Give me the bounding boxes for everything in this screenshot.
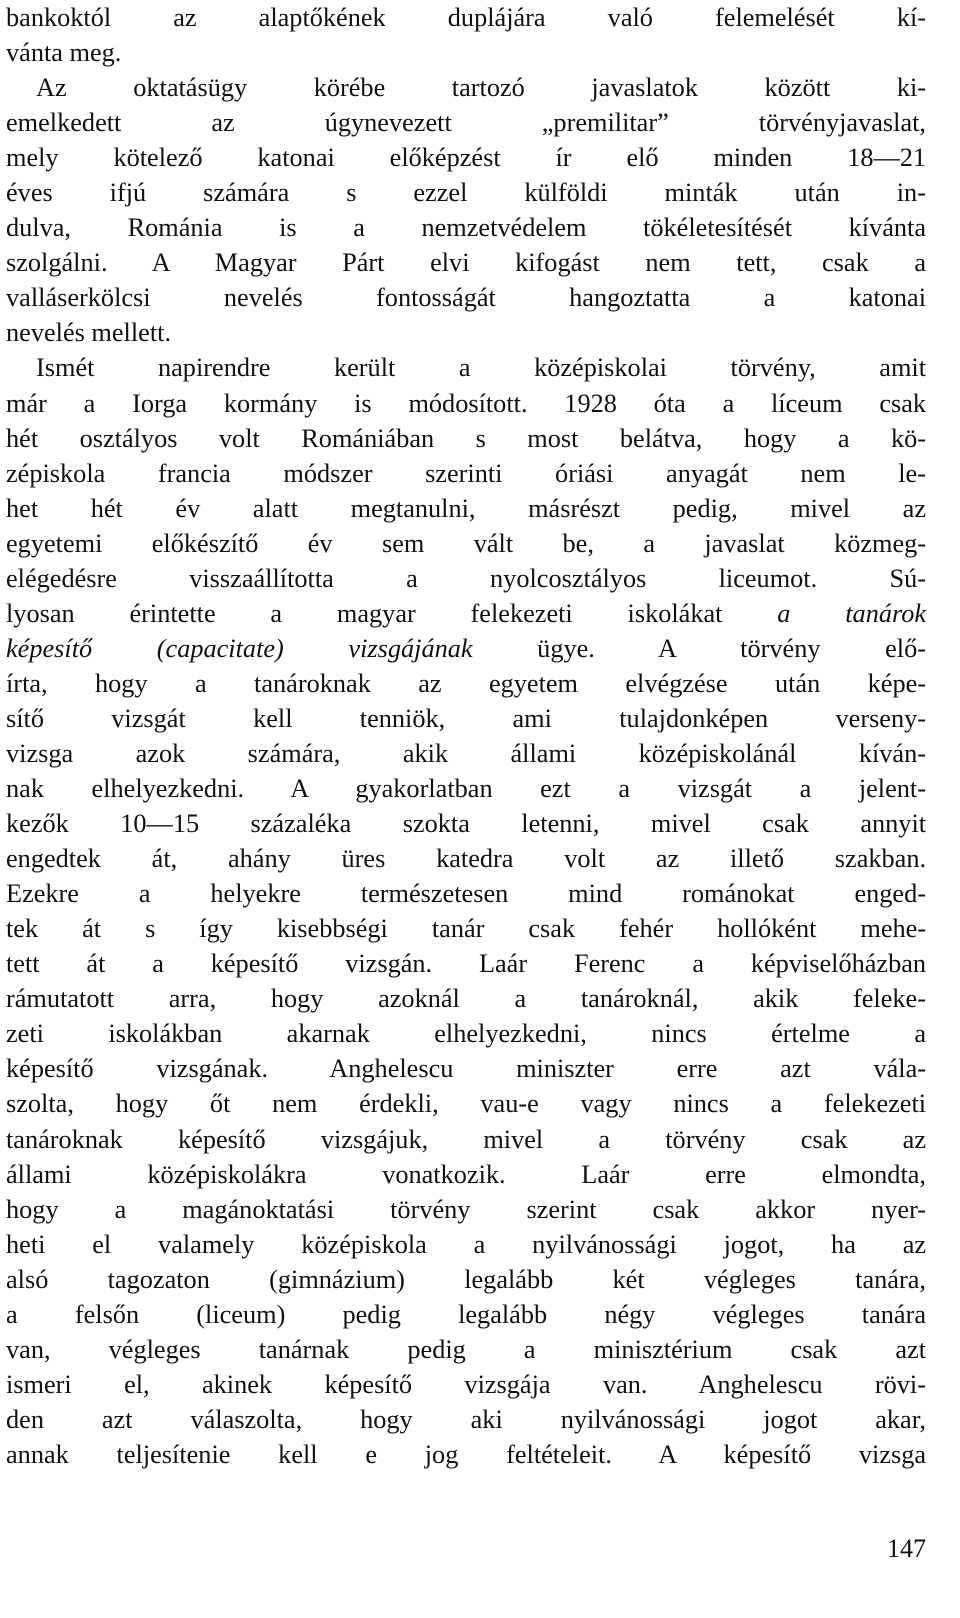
text-line [6, 736, 926, 771]
text-line [6, 946, 926, 981]
text-line [6, 771, 926, 806]
line-text: a felsőn (liceum) pedig legalább négy végleges tanára [6, 1299, 926, 1329]
line-text: állami középiskolákra vonatkozik. Laár erre elmondta, [6, 1159, 926, 1189]
text-line [6, 701, 926, 736]
text-line [6, 350, 926, 385]
line-text: Ismét napirendre került a középiskolai törvény, amit [36, 353, 927, 383]
text-line [6, 526, 926, 561]
text-line [6, 386, 926, 421]
line-text: zépiskola francia módszer szerinti óriási anyagát nem le- [6, 458, 926, 488]
text-line [6, 841, 926, 876]
italic-text: képesítő (capacitate) vizsgájának [6, 633, 473, 663]
text-line [6, 1437, 926, 1472]
line-text: kezők 10—15 százaléka szokta letenni, mivel csak annyit [6, 809, 927, 839]
line-text: bankoktól az alaptőkének duplájára való felemelését kí- [6, 3, 927, 32]
text-line [6, 981, 926, 1016]
text-line [6, 876, 926, 911]
text-line [6, 1157, 926, 1192]
line-text: zeti iskolákban akarnak elhelyezkedni, nincs értelme a [6, 1019, 927, 1049]
text-line [6, 1227, 926, 1262]
line-text: tanároknak képesítő vizsgájuk, mivel a törvény csak az [6, 1124, 927, 1154]
text-line [6, 1367, 926, 1402]
line-text: írta, hogy a tanároknak az egyetem elvégzése után képe- [6, 668, 927, 698]
line-text: het hét év alatt megtanulni, másrészt pedig, mivel az [6, 493, 927, 523]
text-line [6, 596, 926, 631]
line-text: emelkedett az úgynevezett „premilitar” törvényjavaslat, [6, 108, 927, 138]
text-line [6, 245, 926, 280]
italic-text: a tanárok [777, 598, 927, 628]
text-line [6, 911, 926, 946]
line-text: már a Iorga kormány is módosított. 1928 óta a líceum csak [6, 388, 927, 418]
text-line [6, 561, 926, 596]
text-line [6, 1402, 926, 1437]
line-text: tett át a képesítő vizsgán. Laár Ferenc a képviselőházban [6, 949, 927, 979]
line-text: ügye. A törvény elő- [537, 633, 926, 663]
line-text: vizsga azok számára, akik állami középiskolánál kíván- [6, 738, 926, 768]
line-text: éves ifjú számára s ezzel külföldi minták után in- [6, 178, 926, 208]
text-line [6, 70, 926, 105]
line-text: elégedésre visszaállította a nyolcosztályos liceumot. Sú- [6, 563, 926, 593]
line-text: szolgálni. A Magyar Párt elvi kifogást nem tett, csak a [6, 248, 926, 278]
line-text: tek át s így kisebbségi tanár csak fehér hollóként mehe- [6, 914, 927, 944]
line-text: lyosan érintette a magyar felekezeti iskolákat [6, 598, 723, 628]
text-line [6, 491, 926, 526]
page-number: 147 [887, 1534, 926, 1563]
line-text: Az oktatásügy körébe tartozó javaslatok között ki- [36, 73, 927, 103]
line-text: van, végleges tanárnak pedig a minisztérium csak azt [6, 1334, 927, 1364]
text-line [6, 1016, 926, 1051]
text-line [6, 1332, 926, 1367]
text-line [6, 0, 926, 35]
line-text: rámutatott arra, hogy azoknál a tanároknál, akik feleke- [6, 984, 926, 1014]
text-line [6, 105, 926, 140]
line-text: képesítő vizsgának. Anghelescu miniszter erre azt vála- [6, 1054, 927, 1084]
text-line [6, 806, 926, 841]
line-text: nak elhelyezkedni. A gyakorlatban ezt a vizsgát a jelent- [6, 774, 926, 804]
line-text: engedtek át, ahány üres katedra volt az illető szakban. [6, 844, 927, 874]
text-line [6, 1122, 926, 1157]
document-page [6, 0, 926, 1472]
text-line [6, 631, 926, 666]
text-line [6, 456, 926, 491]
text-line [6, 140, 926, 175]
text-line [6, 315, 926, 350]
text-line [6, 421, 926, 456]
line-text: den azt válaszolta, hogy aki nyilvánossági jogot akar, [6, 1404, 926, 1434]
line-text: hét osztályos volt Romániában s most belátva, hogy a kö- [6, 423, 927, 453]
text-line [6, 1262, 926, 1297]
line-text: alsó tagozaton (gimnázium) legalább két végleges tanára, [6, 1264, 926, 1294]
line-text: egyetemi előkészítő év sem vált be, a javaslat közmeg- [6, 528, 927, 558]
text-line [6, 1297, 926, 1332]
line-text: szolta, hogy őt nem érdekli, vau-e vagy nincs a felekezeti [6, 1089, 927, 1119]
line-text: sítő vizsgát kell tenniök, ami tulajdonképen verseny- [6, 703, 927, 733]
text-line [6, 1086, 926, 1121]
text-line [6, 666, 926, 701]
line-text: mely kötelező katonai előképzést ír elő minden 18—21 [6, 143, 927, 173]
text-line [6, 175, 926, 210]
text-line [6, 210, 926, 245]
text-line [6, 1192, 926, 1227]
body-text [6, 0, 926, 1472]
text-line [6, 35, 926, 70]
line-text: vánta meg. [6, 38, 122, 68]
text-line [6, 1051, 926, 1086]
line-text: Ezekre a helyekre természetesen mind románokat enged- [6, 879, 926, 909]
line-text: nevelés mellett. [6, 318, 172, 348]
line-text: valláserkölcsi nevelés fontosságát hangoztatta a katonai [6, 283, 926, 313]
line-text: dulva, Románia is a nemzetvédelem tökéletesítését kívánta [6, 213, 927, 243]
line-text: ismeri el, akinek képesítő vizsgája van. Anghelescu rövi- [6, 1369, 926, 1399]
line-text: heti el valamely középiskola a nyilvánossági jogot, ha az [6, 1229, 927, 1259]
line-text: annak teljesítenie kell e jog feltételeit. A képesítő vizsga [6, 1439, 927, 1469]
text-line [6, 280, 926, 315]
line-text: hogy a magánoktatási törvény szerint csak akkor nyer- [6, 1194, 927, 1224]
